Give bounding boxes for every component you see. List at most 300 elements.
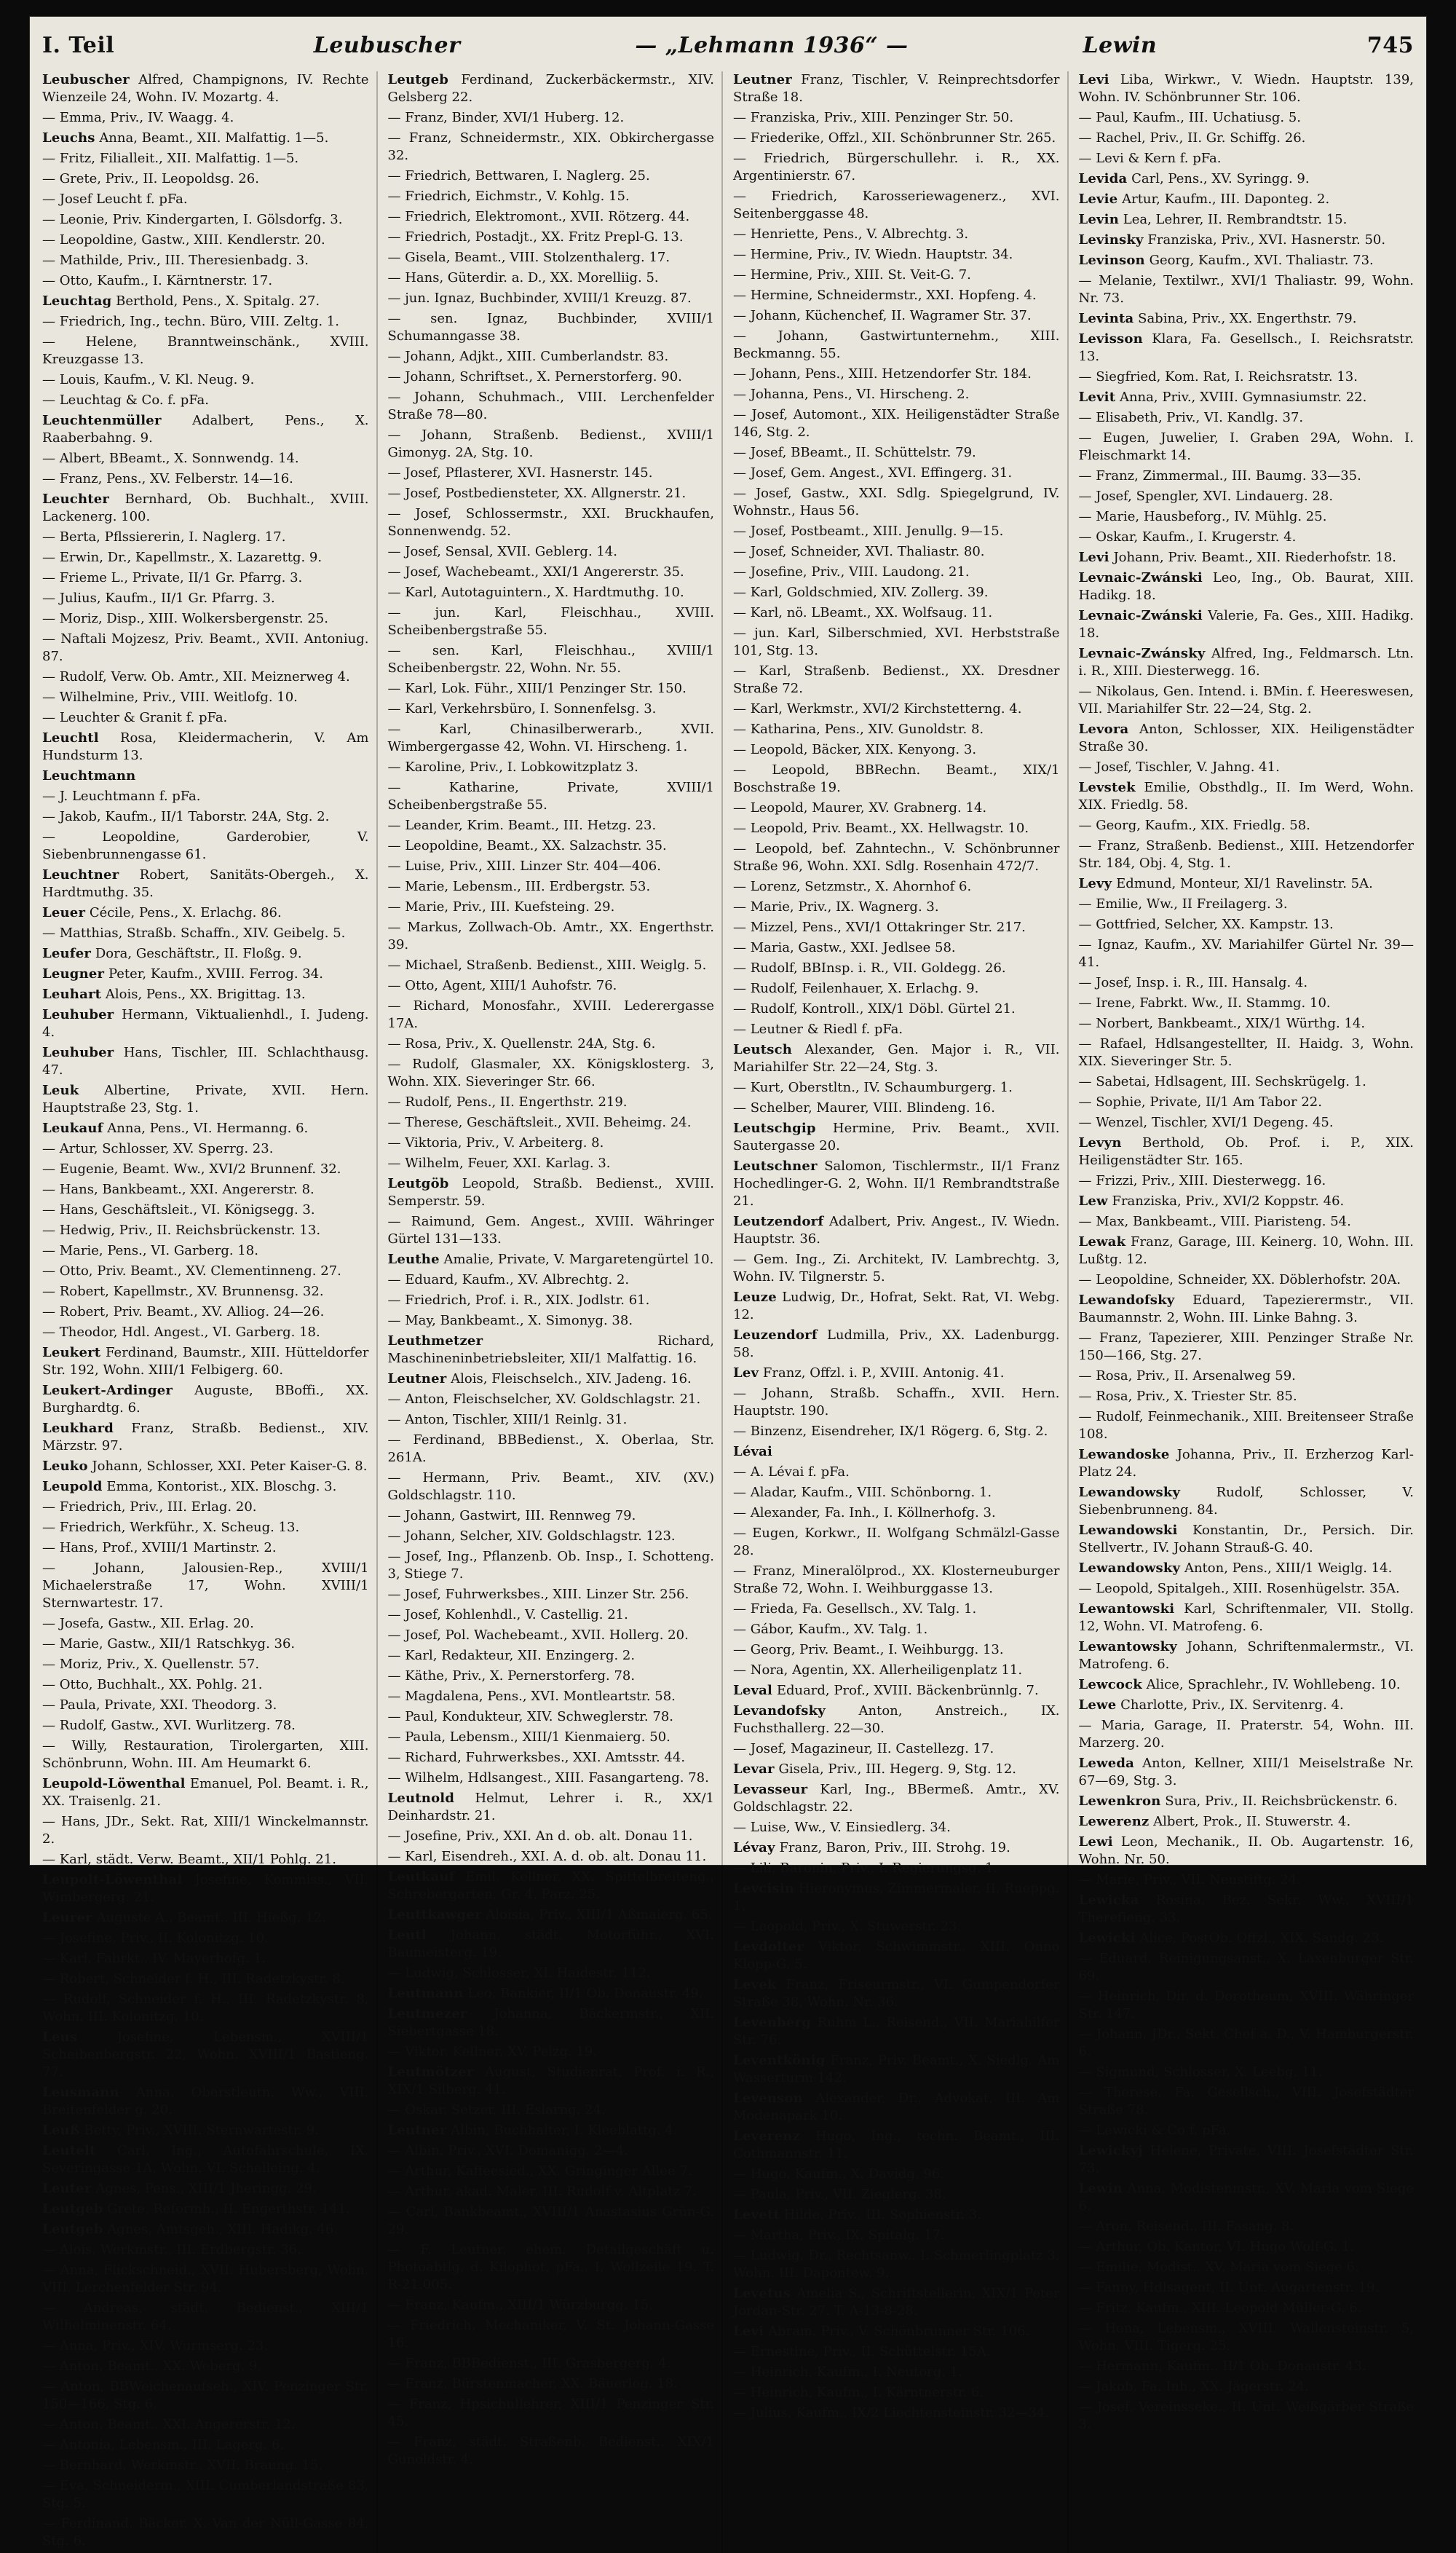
directory-entry: [1079, 896, 1415, 913]
directory-entry: [42, 1539, 369, 1557]
entry-text: — Binzenz, Eisendreher, IX/1 Rögerg. 6, Stg. 2.: [733, 1424, 1048, 1439]
directory-entry: [388, 485, 715, 502]
entry-text: — Karl, Eisendreh., XXI. A. d. ob. alt. Donau 11.: [387, 1849, 707, 1864]
directory-entry: [42, 1201, 369, 1219]
entry-name: Levenberg: [733, 2015, 812, 2030]
directory-entry: [1079, 130, 1415, 147]
directory-entry: [733, 2384, 1060, 2402]
entry-text: Johanna, Bäckermstr., XII. Siebertgasse 18.: [387, 2006, 714, 2039]
directory-entry: [733, 2014, 1060, 2049]
directory-entry: [388, 465, 715, 482]
entry-name: Levinson: [1078, 253, 1145, 268]
directory-entry: [733, 840, 1060, 875]
entry-name: Leutgeb: [387, 72, 449, 87]
entry-text: — Rachel, Priv., II. Gr. Schiffg. 26.: [1078, 130, 1306, 146]
entry-text: — Siegfried, Kom. Rat, I. Reichsratstr. 13.: [1078, 369, 1358, 384]
entry-text: — Emma, Priv., IV. Waagg. 4.: [42, 110, 234, 125]
directory-entry: [733, 1525, 1060, 1560]
entry-text: Albin, Buchhalter, I. Kleeblattg. 4.: [451, 2123, 678, 2138]
entry-text: — Karl, Lok. Führ., XIII/1 Penzinger Str. 150.: [387, 681, 687, 696]
entry-name: Levnaic-Zwánski: [1078, 608, 1203, 623]
entry-text: — Georg, Kaufm., XIX. Friedlg. 58.: [1078, 818, 1310, 833]
entry-name: Leutgöb: [387, 1176, 449, 1191]
entry-name: Lewickyj: [1078, 2143, 1143, 2158]
directory-entry: [388, 1548, 715, 1583]
entry-name: Leuthe: [387, 1252, 440, 1267]
entry-text: — Richard, Monosfahr., XVIII. Lederergasse 17A.: [387, 998, 714, 1031]
directory-entry: [388, 2142, 715, 2160]
entry-name: Levnaic-Zwánsky: [1078, 646, 1206, 661]
entry-text: — Karl, städt. Verw. Beamt., XII/1 Pohlg. 21.: [42, 1852, 336, 1867]
entry-text: Bernhard, Ob. Buchhalt., XVIII. Lackenerg. 100.: [42, 492, 369, 524]
directory-entry: [1079, 211, 1415, 229]
directory-entry: [42, 252, 369, 269]
directory-entry: [388, 1586, 715, 1603]
entry-text: Aloisia, Priv., XIII/1 Aßmaierg. 65.: [486, 1907, 713, 1922]
directory-entry: [733, 1001, 1060, 1018]
directory-entry: [388, 2102, 715, 2119]
directory-entry: [733, 188, 1060, 223]
directory-entry: [733, 1621, 1060, 1638]
entry-text: Alexander, Dr., Advokat, III. Am Modenapark 10.: [733, 2091, 1060, 2123]
entry-name: Lewe: [1078, 1697, 1117, 1713]
directory-entry: [733, 2206, 1060, 2224]
directory-entry: [1079, 2064, 1415, 2081]
entry-text: — Katharine, Private, XVIII/1 Scheibenbergstraße 55.: [387, 780, 714, 813]
entry-text: Josefine, Lebensm., XVIII/1 Scheibenbergstr. 22, Wohn. XVIII/1 Bastieng. 77.: [42, 2029, 369, 2080]
header-left-mid: Leubuscher: [313, 32, 461, 58]
entry-text: Rosa, Kleidermacherin, V. Am Hundsturm 13.: [42, 730, 369, 763]
entry-name: Lewi: [1078, 1834, 1113, 1850]
directory-entry: [733, 1641, 1060, 1659]
entry-name: Leuchter: [42, 492, 110, 507]
entry-name: Leuchtmann: [42, 768, 136, 784]
entry-text: — Hermann, Kaufm., II/1 Ob. Donaustr. 43.: [1078, 2359, 1366, 2374]
entry-text: — Josef Leucht f. pFa.: [42, 192, 188, 207]
entry-text: Dora, Geschäftstr., II. Floßg. 9.: [95, 946, 302, 961]
columns: [42, 71, 1414, 2549]
directory-entry: [42, 1283, 369, 1301]
directory-entry: [1079, 549, 1415, 567]
directory-entry: [42, 2300, 369, 2335]
page-header: [42, 29, 1414, 61]
directory-entry: [733, 1158, 1060, 1210]
directory-entry: [1079, 1755, 1415, 1790]
entry-name: Leuchtenmüller: [42, 413, 162, 428]
entry-name: Leuhuber: [42, 1045, 114, 1060]
directory-entry: [388, 1333, 715, 1368]
directory-entry: [388, 604, 715, 639]
entry-text: Johann, Priv. Beamt., XII. Riederhofstr. 18.: [1113, 550, 1396, 565]
entry-text: Franz, Priv. Beamt., X. Siedlg. Am Wasserturm 142.: [733, 2053, 1060, 2086]
directory-entry: [42, 966, 369, 983]
directory-entry: [42, 2515, 369, 2550]
entry-text: — Lorenz, Setzmstr., X. Ahornhof 6.: [733, 879, 972, 894]
directory-entry: [733, 721, 1060, 738]
directory-entry: [733, 406, 1060, 441]
directory-entry: [1079, 1408, 1415, 1443]
directory-entry: [733, 2090, 1060, 2125]
entry-text: — jun. Ignaz, Buchbinder, XVIII/1 Kreuzg. 87.: [387, 291, 692, 306]
entry-text: Auguste, BBoffi., XX. Burghardtg. 6.: [42, 1383, 369, 1416]
entry-name: Leuze: [733, 1290, 777, 1305]
entry-text: — Schelber, Maurer, VIII. Blindeng. 16.: [733, 1100, 995, 1116]
entry-name: Levinta: [1078, 311, 1134, 326]
entry-text: August, Studienrat, Prof. i. R., XIX/1 Silberg. 41.: [387, 2064, 714, 2097]
entry-text: — Marie, Lebensm., III. Erdbergstr. 53.: [387, 879, 651, 894]
entry-text: — Josef, Wachebeamt., XXI/1 Angererstr. 35.: [387, 564, 684, 580]
entry-text: Carl, Pens., XV. Syringg. 9.: [1131, 171, 1310, 186]
entry-text: — Artur, Schlosser, XV. Sperrg. 23.: [42, 1141, 274, 1156]
directory-entry: [733, 1251, 1060, 1286]
directory-entry: [733, 604, 1060, 622]
directory-entry: [388, 269, 715, 287]
directory-entry: [42, 2416, 369, 2434]
entry-text: — Josef, Gastw., XXI. Sdlg. Spiegelgrund, IV. Wohnstr., Haus 56.: [733, 486, 1060, 518]
directory-entry: [733, 1443, 1060, 1461]
directory-entry: [388, 680, 715, 698]
directory-entry: [388, 310, 715, 345]
entry-name: Leweda: [1078, 1756, 1135, 1771]
directory-entry: [733, 1918, 1060, 1936]
directory-entry: [388, 1135, 715, 1152]
entry-name: Lewcock: [1078, 1677, 1142, 1692]
entry-name: Leupold-Löwenthal: [42, 1776, 186, 1791]
entry-name: Levar: [733, 1761, 775, 1777]
directory-entry: [42, 1242, 369, 1260]
directory-entry: [42, 1697, 369, 1714]
entry-text: — Henriette, Pens., V. Albrechtg. 3.: [733, 226, 969, 242]
directory-entry: [733, 1120, 1060, 1155]
directory-entry: [42, 2337, 369, 2355]
entry-text: — Rudolf, Glasmaler, XX. Königsklosterg. 3, Wohn. XIX. Sieveringer Str. 66.: [387, 1057, 714, 1089]
header-title: — „Lehmann 1936“ —: [635, 32, 909, 58]
entry-text: Alexander, Gen. Major i. R., VII. Mariahilfer Str. 22—24, Stg. 3.: [733, 1042, 1060, 1075]
entry-text: — Josef, Tischler, V. Jahng. 41.: [1078, 759, 1280, 775]
entry-text: — Mathilde, Priv., III. Theresienbadg. 3.: [42, 253, 309, 268]
directory-entry: [42, 1560, 369, 1612]
entry-text: — Therese, Fa. Gesellsch., VIII. Josefstädter Straße 78.: [1078, 2085, 1414, 2118]
entry-text: — Johann, Selcher, XIV. Goldschlagstr. 123.: [387, 1528, 676, 1544]
entry-text: — Friedrich, Mechaniker, V. St. Johann-Gasse 16.: [387, 2318, 714, 2351]
directory-entry: [1079, 2026, 1415, 2061]
entry-text: — Karl, Goldschmied, XIV. Zollerg. 39.: [733, 585, 989, 600]
entry-text: Alois, Fleischselch., XIV. Jadeng. 16.: [451, 1371, 692, 1386]
entry-name: Lewak: [1078, 1234, 1126, 1250]
directory-entry: [733, 523, 1060, 540]
column-1: [42, 71, 378, 2553]
entry-name: Leuzendorf: [733, 1327, 818, 1343]
entry-text: Anna, Modistenmstr., XV. Maria vom Siege 6.: [1078, 2181, 1414, 2214]
entry-text: Peter, Kaufm., XVIII. Ferrog. 34.: [108, 966, 323, 982]
directory-entry: [733, 899, 1060, 916]
entry-text: — Otto, Buchhalt., XX. Pohlg. 21.: [42, 1677, 263, 1692]
entry-text: — Maria, Gastw., XXI. Jedlsee 58.: [733, 940, 956, 955]
entry-text: — Johann, Pens., XIII. Hetzendorfer Str. 184.: [733, 366, 1032, 382]
directory-entry: [733, 1385, 1060, 1420]
directory-entry: [1079, 607, 1415, 642]
directory-entry: [1079, 71, 1415, 106]
directory-entry: [42, 1478, 369, 1496]
entry-text: — Hans, Bankbeamt., XXI. Angererstr. 8.: [42, 1182, 314, 1197]
entry-text: — Johann, Schuhmach., VIII. Lerchenfelder Straße 78—80.: [387, 390, 714, 422]
entry-text: — Moriz, Disp., XIII. Wolkersbergenstr. 25.: [42, 611, 328, 626]
directory-entry: [733, 762, 1060, 797]
directory-entry: [733, 287, 1060, 304]
entry-text: — Josefine, Priv., XXI. An d. ob. alt. Donau 11.: [387, 1828, 693, 1844]
entry-text: — Hedwig, Priv., II. Reichsbrückenstr. 13.: [42, 1223, 321, 1238]
directory-entry: [1079, 1793, 1415, 1810]
directory-entry: [733, 1740, 1060, 1758]
entry-text: Auguste A., Beamt., III. Hießg. 12.: [96, 1910, 326, 1925]
directory-entry: [733, 246, 1060, 264]
entry-name: Levek: [733, 1977, 777, 1992]
directory-entry: [388, 1927, 715, 1962]
entry-text: — Rudolf, BBInsp. i. R., VII. Goldegg. 26.: [733, 960, 1006, 976]
directory-entry: [388, 642, 715, 677]
directory-entry: [1079, 1094, 1415, 1111]
entry-text: Eduard, Tapezierermstr., VII. Baumannstr. 2, Wohn. III. Linke Bahng. 3.: [1078, 1293, 1414, 1325]
entry-text: — Marie, Gastw., XII/1 Ratschkyg. 36.: [42, 1636, 296, 1652]
directory-entry: [42, 1717, 369, 1735]
directory-page: [29, 16, 1427, 2549]
entry-text: Konstantin, Dr., Persich. Dir. Stellvertr., IV. Johann Strauß-G. 40.: [1078, 1523, 1414, 1555]
directory-entry: [388, 1869, 715, 1903]
entry-text: — Karl, Straßenb. Bedienst., XX. Dresdner Straße 72.: [733, 663, 1060, 696]
entry-text: — Jakob, Fa. Inh., XX. Jägerstr. 24.: [1078, 2379, 1309, 2394]
directory-entry: [42, 1635, 369, 1653]
entry-name: Leutkauf: [387, 1869, 455, 1885]
directory-entry: [42, 1930, 369, 1947]
entry-text: Johann, Schlosser, XXI. Peter Kaiser-G. 8.: [92, 1459, 368, 1474]
directory-entry: [1079, 150, 1415, 167]
directory-entry: [42, 1737, 369, 1772]
entry-text: — Karl, nö. LBeamt., XX. Wolfsaug. 11.: [733, 605, 993, 620]
entry-text: Berthold, Ob. Prof. i. P., XIX. Heiligenstädter Str. 165.: [1078, 1135, 1414, 1168]
entry-text: Adalbert, Priv. Angest., IV. Wiedn. Hauptstr. 36.: [733, 1214, 1060, 1247]
entry-text: Hilde, Priv., III. Sophienstr. 3.: [783, 2207, 981, 2222]
entry-text: — Paul, Kaufm., III. Uchatiusg. 5.: [1078, 110, 1302, 125]
directory-entry: [733, 939, 1060, 957]
directory-entry: [1079, 1988, 1415, 2023]
directory-entry: [733, 960, 1060, 977]
directory-entry: [42, 71, 369, 106]
directory-entry: [733, 150, 1060, 185]
entry-text: — Leopold, Bäcker, XIX. Kenyong. 3.: [733, 742, 977, 757]
entry-text: — Karl, Autotaguintern., X. Hardtmuthg. 10.: [387, 585, 684, 600]
entry-text: — Robert, Kapellmstr., XV. Brunnensg. 32.: [42, 1284, 324, 1299]
entry-text: Franz, Baron, Priv., III. Strohg. 19.: [779, 1840, 1010, 1855]
directory-entry: [388, 977, 715, 995]
page-number: 745: [1366, 32, 1414, 58]
directory-entry: [388, 2396, 715, 2431]
directory-entry: [733, 130, 1060, 147]
directory-entry: [388, 837, 715, 855]
entry-name: Levit: [1078, 390, 1116, 405]
directory-entry: [42, 2477, 369, 2512]
entry-text: — Arthur, Ob. Kantor, VI. Hugo Wolf-G. 1.: [1078, 2239, 1355, 2254]
entry-text: — Rosa, Priv., II. Arsenalweg 59.: [1078, 1368, 1296, 1384]
directory-entry: [733, 1079, 1060, 1097]
entry-text: — Eugenie, Beamt. Ww., XVI/2 Brunnenf. 32.: [42, 1161, 341, 1177]
entry-text: — Friedrich, Elektromont., XVII. Rötzerg. 44.: [387, 209, 690, 224]
directory-entry: [1079, 1015, 1415, 1033]
directory-entry: [733, 820, 1060, 837]
entry-text: — Frieda, Fa. Gesellsch., XV. Talg. 1.: [733, 1601, 977, 1617]
entry-text: — Franz, Binder, XVI/1 Huberg. 12.: [387, 110, 625, 125]
entry-text: — Sigmund, Schlosser, X. Leebg. 11.: [1078, 2064, 1323, 2080]
entry-text: — Friedrich, Bürgerschullehr. i. R., XX. Argentinierstr. 67.: [733, 151, 1060, 184]
entry-name: Levi: [1078, 550, 1109, 565]
directory-entry: [1079, 529, 1415, 546]
directory-entry: [42, 1676, 369, 1694]
directory-entry: [42, 1140, 369, 1158]
entry-text: Agnes, Pens., XIII/1 Jheringg. 29.: [95, 2181, 317, 2196]
entry-text: Amelia S., Schriftstellerin, XIX/1 Peter Jordan-Str. 27. T. A-13-8-28.: [733, 2286, 1060, 2319]
directory-entry: [733, 1021, 1060, 1038]
entry-text: Alice, Sprachlehr., IV. Wohllebeng. 10.: [1146, 1677, 1401, 1692]
directory-entry: [388, 779, 715, 814]
directory-entry: [1079, 1871, 1415, 1889]
entry-text: — Melanie, Textilwr., XVI/1 Thaliastr. 99, Wohn. Nr. 73.: [1078, 273, 1414, 306]
directory-entry: [733, 564, 1060, 581]
entry-text: Leo, Bankier, II/1 Ob. Donaustr. 49.: [467, 1986, 703, 2001]
directory-entry: [388, 389, 715, 424]
directory-entry: [733, 919, 1060, 936]
directory-entry: [388, 1469, 715, 1504]
directory-entry: [42, 450, 369, 467]
directory-entry: [1079, 2378, 1415, 2396]
directory-entry: [1079, 1388, 1415, 1405]
directory-entry: [42, 2241, 369, 2259]
entry-text: Cécile, Pens., X. Erlachg. 86.: [89, 905, 282, 920]
directory-entry: [1079, 1484, 1415, 1519]
entry-text: — Ferdinand, Bäcker, X. Van der Nüll-Gasse 84, Stg. 6.: [42, 2516, 369, 2549]
directory-entry: [733, 465, 1060, 482]
entry-name: Levasseur: [733, 1782, 808, 1797]
entry-text: Hermine, Priv. Beamt., XVII. Sautergasse 20.: [733, 1121, 1060, 1153]
directory-entry: [1079, 2218, 1415, 2236]
directory-entry: [42, 590, 369, 607]
directory-entry: [388, 2183, 715, 2201]
directory-entry: [42, 925, 369, 942]
entry-text: Berthold, Pens., X. Spitalg. 27.: [116, 293, 320, 309]
directory-entry: [388, 721, 715, 756]
entry-text: — Ernestine, Priv., II. Schüttelstr. 15A.: [733, 2344, 991, 2359]
directory-entry: [42, 549, 369, 567]
directory-entry: [1079, 1950, 1415, 1985]
entry-text: — Leopoldine, Beamt., XX. Salzachstr. 35.: [387, 838, 667, 853]
directory-entry: [733, 2343, 1060, 2361]
entry-text: Franziska, Priv., XVI. Hasnerstr. 50.: [1147, 232, 1386, 248]
entry-text: — Josef, Spengler, XVI. Lindauerg. 28.: [1078, 489, 1334, 504]
entry-text: — Leuchtag & Co. f. pFa.: [42, 392, 209, 408]
entry-text: — Ignaz, Kaufm., XV. Mariahilfer Gürtel Nr. 39—41.: [1078, 937, 1414, 970]
directory-entry: [1079, 875, 1415, 893]
entry-text: Gisela, Priv., III. Hegerg. 9, Stg. 12.: [778, 1761, 1017, 1777]
entry-text: — Franz, BBBedienst., III. Grasbergerg. 4.: [387, 2356, 671, 2371]
entry-text: Robert, Sanitäts-Obergeh., X. Hardtmuthg. 35.: [42, 867, 369, 900]
entry-name: Levi: [733, 2324, 764, 2339]
directory-entry: [388, 1271, 715, 1289]
entry-text: — Paul, Kondukteur, XIV. Schweglerstr. 78.: [387, 1709, 674, 1724]
entry-text: — Josef, Schlossermstr., XXI. Bruckhaufen, Sonnenwendg. 52.: [387, 506, 714, 539]
entry-name: Leukert-Ardinger: [42, 1383, 173, 1398]
entry-name: Leuk: [42, 1083, 79, 1098]
entry-name: Levdolter: [733, 1939, 804, 1954]
entry-text: — Markus, Zollwach-Ob. Amtr., XX. Engerthstr. 39.: [387, 920, 714, 952]
directory-entry: [388, 957, 715, 974]
entry-text: — Rosa, Priv., X. Triester Str. 85.: [1078, 1389, 1297, 1404]
directory-entry: [42, 2201, 369, 2218]
entry-name: Leutmann: [387, 1986, 464, 2001]
entry-text: — Anna, Flickschneid., XVII. Hubersberg, Wohn. VIII. Lerchenfelder Str. 94.: [42, 2262, 369, 2295]
entry-text: — Gisela, Beamt., VIII. Stolzenthalerg. 17.: [387, 250, 670, 265]
entry-text: — Luise, Ww., V. Einsiedlerg. 34.: [733, 1820, 951, 1835]
directory-entry: [388, 2043, 715, 2061]
directory-entry: [42, 668, 369, 686]
directory-entry: [388, 2434, 715, 2469]
entry-text: — Eva, Schneiderm., XIII. Cumberlandstraße 83, Stg. 5.: [42, 2478, 369, 2511]
entry-text: — Eugen, Korkwr., II. Wolfgang Schmälzl-Gasse 28.: [733, 1526, 1060, 1558]
directory-entry: [42, 1303, 369, 1321]
directory-entry: [1079, 1172, 1415, 1190]
directory-entry: [42, 2180, 369, 2198]
directory-entry: [1079, 936, 1415, 971]
directory-entry: [733, 1976, 1060, 2011]
entry-text: — Elisabeth, Priv., VI. Kandlg. 37.: [1078, 410, 1304, 425]
entry-text: — Theodor, Hdl. Angest., VI. Garberg. 18.: [42, 1325, 320, 1340]
directory-entry: [42, 2084, 369, 2119]
entry-text: — Julius, Kaufm., IX/2 Liechtensteinstr. 32—34.: [733, 2405, 1050, 2420]
entry-text: — Josef, BBeamt., II. Schüttelstr. 79.: [733, 445, 976, 460]
directory-entry: [733, 1781, 1060, 1816]
directory-entry: [388, 919, 715, 954]
entry-text: — Anna, Priv., XIV. Wurmserg. 23.: [42, 2338, 269, 2353]
entry-name: Lewandoske: [1078, 1447, 1170, 1462]
entry-text: — Josef, Pflasterer, XVI. Hasnerstr. 145.: [387, 465, 653, 481]
entry-text: — Anton, BBWeichenaufseh., XIV. Penzinger Str. 150—166, Stg. 6.: [42, 2379, 369, 2412]
directory-entry: [388, 109, 715, 127]
directory-entry: [42, 709, 369, 727]
entry-text: Eduard, Prof., XVIII. Bäckenbrünnlg. 7.: [776, 1683, 1039, 1698]
entry-name: Levin: [1078, 212, 1119, 227]
entry-text: — Friedrich, Postadjt., XX. Fritz Prepl-G. 13.: [387, 229, 684, 245]
directory-entry: [42, 334, 369, 368]
entry-text: — Hena, Lebensm., XVIII. Wallensteinstr. 5, Wohn. VIII. Tigerg. 25.: [1078, 2321, 1414, 2353]
directory-entry: [1079, 2238, 1415, 2256]
entry-text: Hieronymus, Zimmermaler, II. Rueppg. 1.: [733, 1881, 1060, 1914]
entry-text: — Ludwig, Schlosser, XI. Haidestr. 112.: [387, 1965, 651, 1981]
entry-text: Johann, Schriftenmalermstr., VI. Matrofeng. 6.: [1078, 1639, 1414, 1672]
directory-entry: [733, 2227, 1060, 2244]
directory-entry: [733, 1484, 1060, 1502]
entry-text: — Franz, Hpsichullehrer, XIII/1 Penzinger Str. 45.: [387, 2396, 714, 2429]
directory-entry: [733, 2166, 1060, 2183]
entry-name: Leusmann: [42, 2085, 119, 2100]
directory-entry: [388, 1708, 715, 1726]
directory-entry: [733, 701, 1060, 718]
entry-text: Anton, Pens., XIII/1 Weiglg. 14.: [1184, 1560, 1393, 1576]
entry-text: — Johann, Gastwirt, III. Rennweg 79.: [387, 1508, 636, 1523]
directory-entry: [1079, 1813, 1415, 1831]
directory-entry: [388, 1432, 715, 1467]
entry-name: Lévai: [733, 1444, 773, 1459]
directory-entry: [1079, 409, 1415, 427]
directory-entry: [388, 1647, 715, 1665]
entry-text: — sen. Karl, Fleischhau., XVIII/1 Scheibenbergstr. 22, Wohn. Nr. 55.: [387, 643, 714, 676]
directory-entry: [1079, 1368, 1415, 1385]
